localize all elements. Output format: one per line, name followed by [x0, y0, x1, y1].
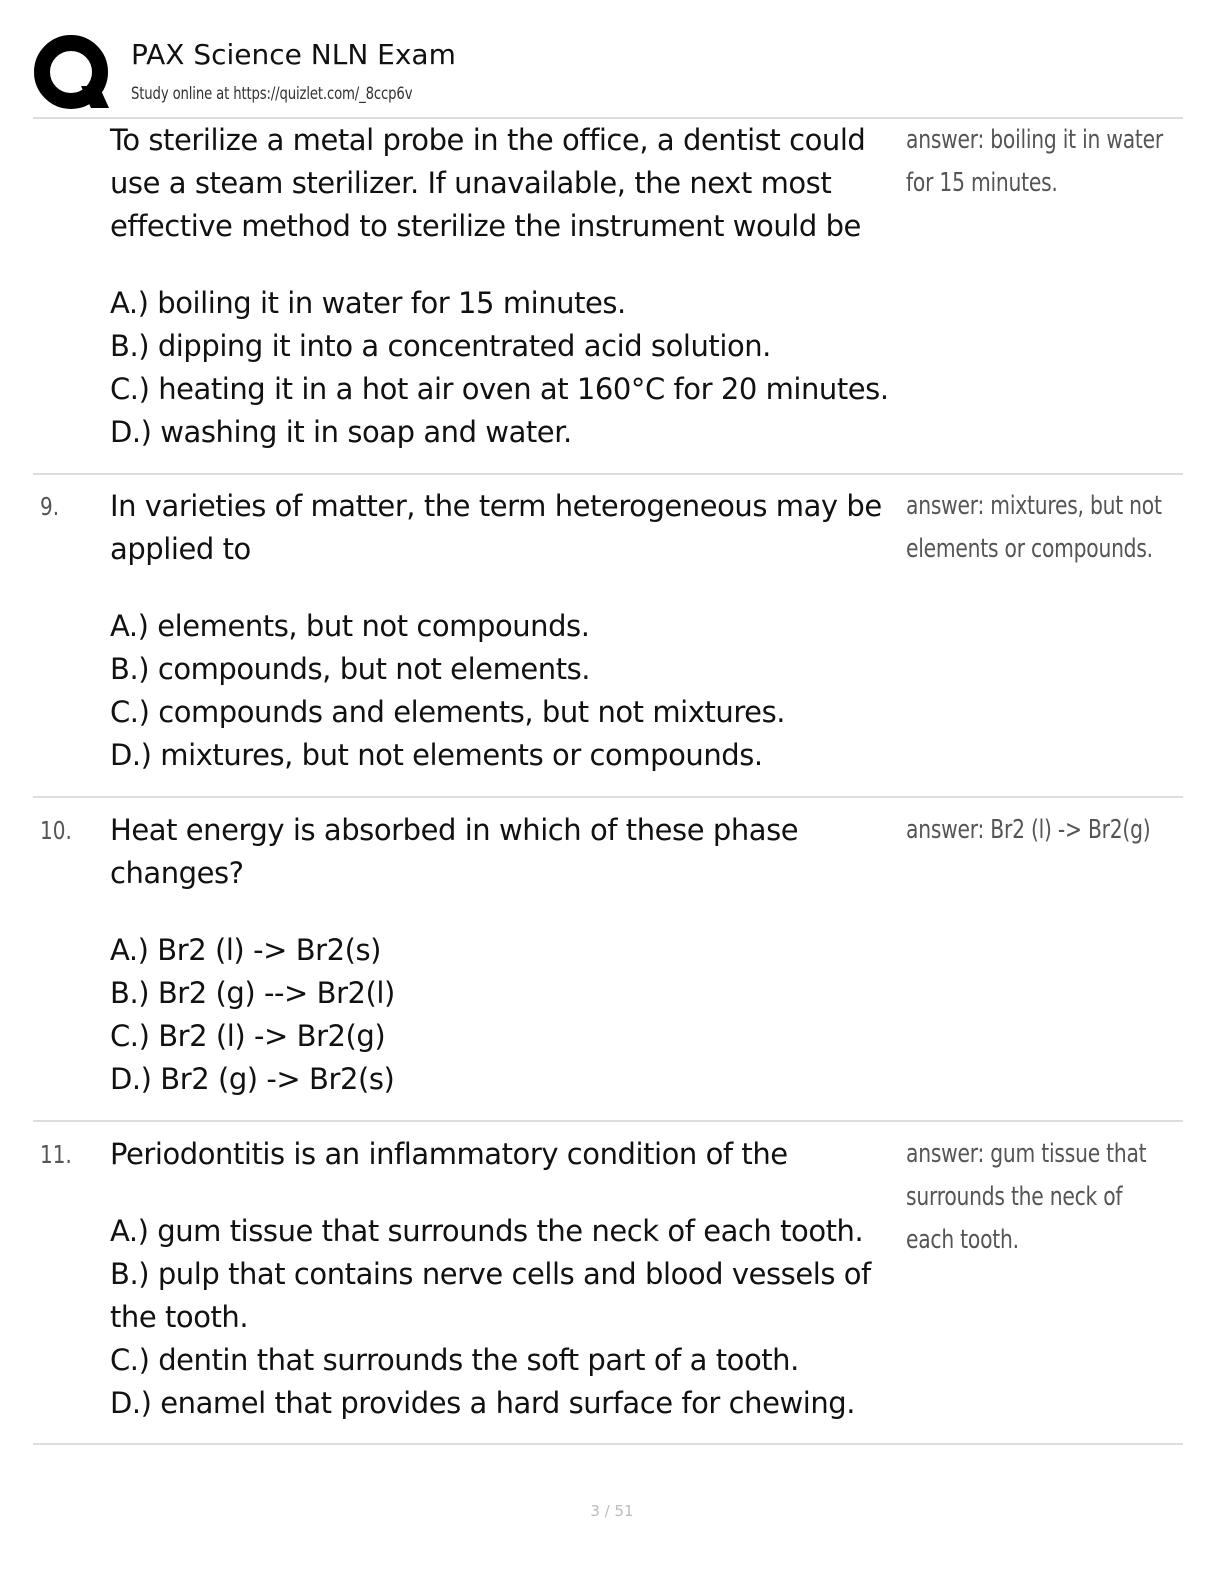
option-c: C.) Br2 (l) -> Br2(g) [110, 1019, 386, 1053]
option-a: A.) Br2 (l) -> Br2(s) [110, 933, 382, 967]
question-text: Periodontitis is an inflammatory condition of the [110, 1137, 788, 1171]
page-title: PAX Science NLN Exam [131, 38, 456, 71]
question-divider [33, 473, 1183, 475]
option-c: C.) dentin that surrounds the soft part of a tooth. [110, 1343, 799, 1377]
question-number: 11. [40, 1140, 72, 1169]
option-a: A.) boiling it in water for 15 minutes. [110, 286, 626, 320]
answer-text: answer: boiling it in water for 15 minutes. [906, 125, 1163, 198]
answer-text: answer: gum tissue that surrounds the neck of each tooth. [906, 1139, 1147, 1255]
option-d: D.) washing it in soap and water. [110, 415, 572, 449]
option-b: B.) dipping it into a concentrated acid solution. [110, 329, 771, 363]
option-list [110, 929, 910, 1101]
option-c: C.) heating it in a hot air oven at 160°C for 20 minutes. [110, 372, 889, 406]
option-a: A.) elements, but not compounds. [110, 609, 590, 643]
option-c: C.) compounds and elements, but not mixtures. [110, 695, 785, 729]
question-text: Heat energy is absorbed in which of these phase changes? [110, 813, 799, 890]
option-list [110, 1210, 910, 1425]
page-header [33, 32, 1183, 116]
question-body [110, 809, 910, 1101]
answer-text: answer: mixtures, but not elements or compounds. [906, 491, 1162, 564]
option-list [110, 282, 910, 454]
option-d: D.) enamel that provides a hard surface for chewing. [110, 1386, 856, 1420]
question-text: In varieties of matter, the term heterogeneous may be applied to [110, 489, 882, 566]
question-divider [33, 796, 1183, 798]
option-b: B.) pulp that contains nerve cells and blood vessels of the tooth. [110, 1257, 871, 1334]
study-online-link[interactable]: Study online at https://quizlet.com/_8ccp6v [131, 84, 413, 104]
question-divider [33, 1443, 1183, 1445]
answer-text: answer: Br2 (l) -> Br2(g) [906, 815, 1151, 845]
option-b: B.) Br2 (g) --> Br2(l) [110, 976, 395, 1010]
option-list [110, 605, 910, 777]
question-text: To sterilize a metal probe in the office, a dentist could use a steam sterilizer. If unavailable, the next most effective method to sterilize the instrument would be [110, 123, 866, 243]
option-a: A.) gum tissue that surrounds the neck of each tooth. [110, 1214, 864, 1248]
option-b: B.) compounds, but not elements. [110, 652, 591, 686]
option-d: D.) mixtures, but not elements or compounds. [110, 738, 763, 772]
question-body [110, 1133, 910, 1425]
page-number: 3 / 51 [590, 1502, 634, 1520]
question-body [110, 485, 910, 777]
quizlet-logo-icon [33, 34, 111, 112]
question-number: 9. [40, 492, 60, 521]
question-number: 10. [40, 816, 72, 845]
option-d: D.) Br2 (g) -> Br2(s) [110, 1062, 395, 1096]
question-divider [33, 1120, 1183, 1122]
question-body [110, 119, 910, 454]
